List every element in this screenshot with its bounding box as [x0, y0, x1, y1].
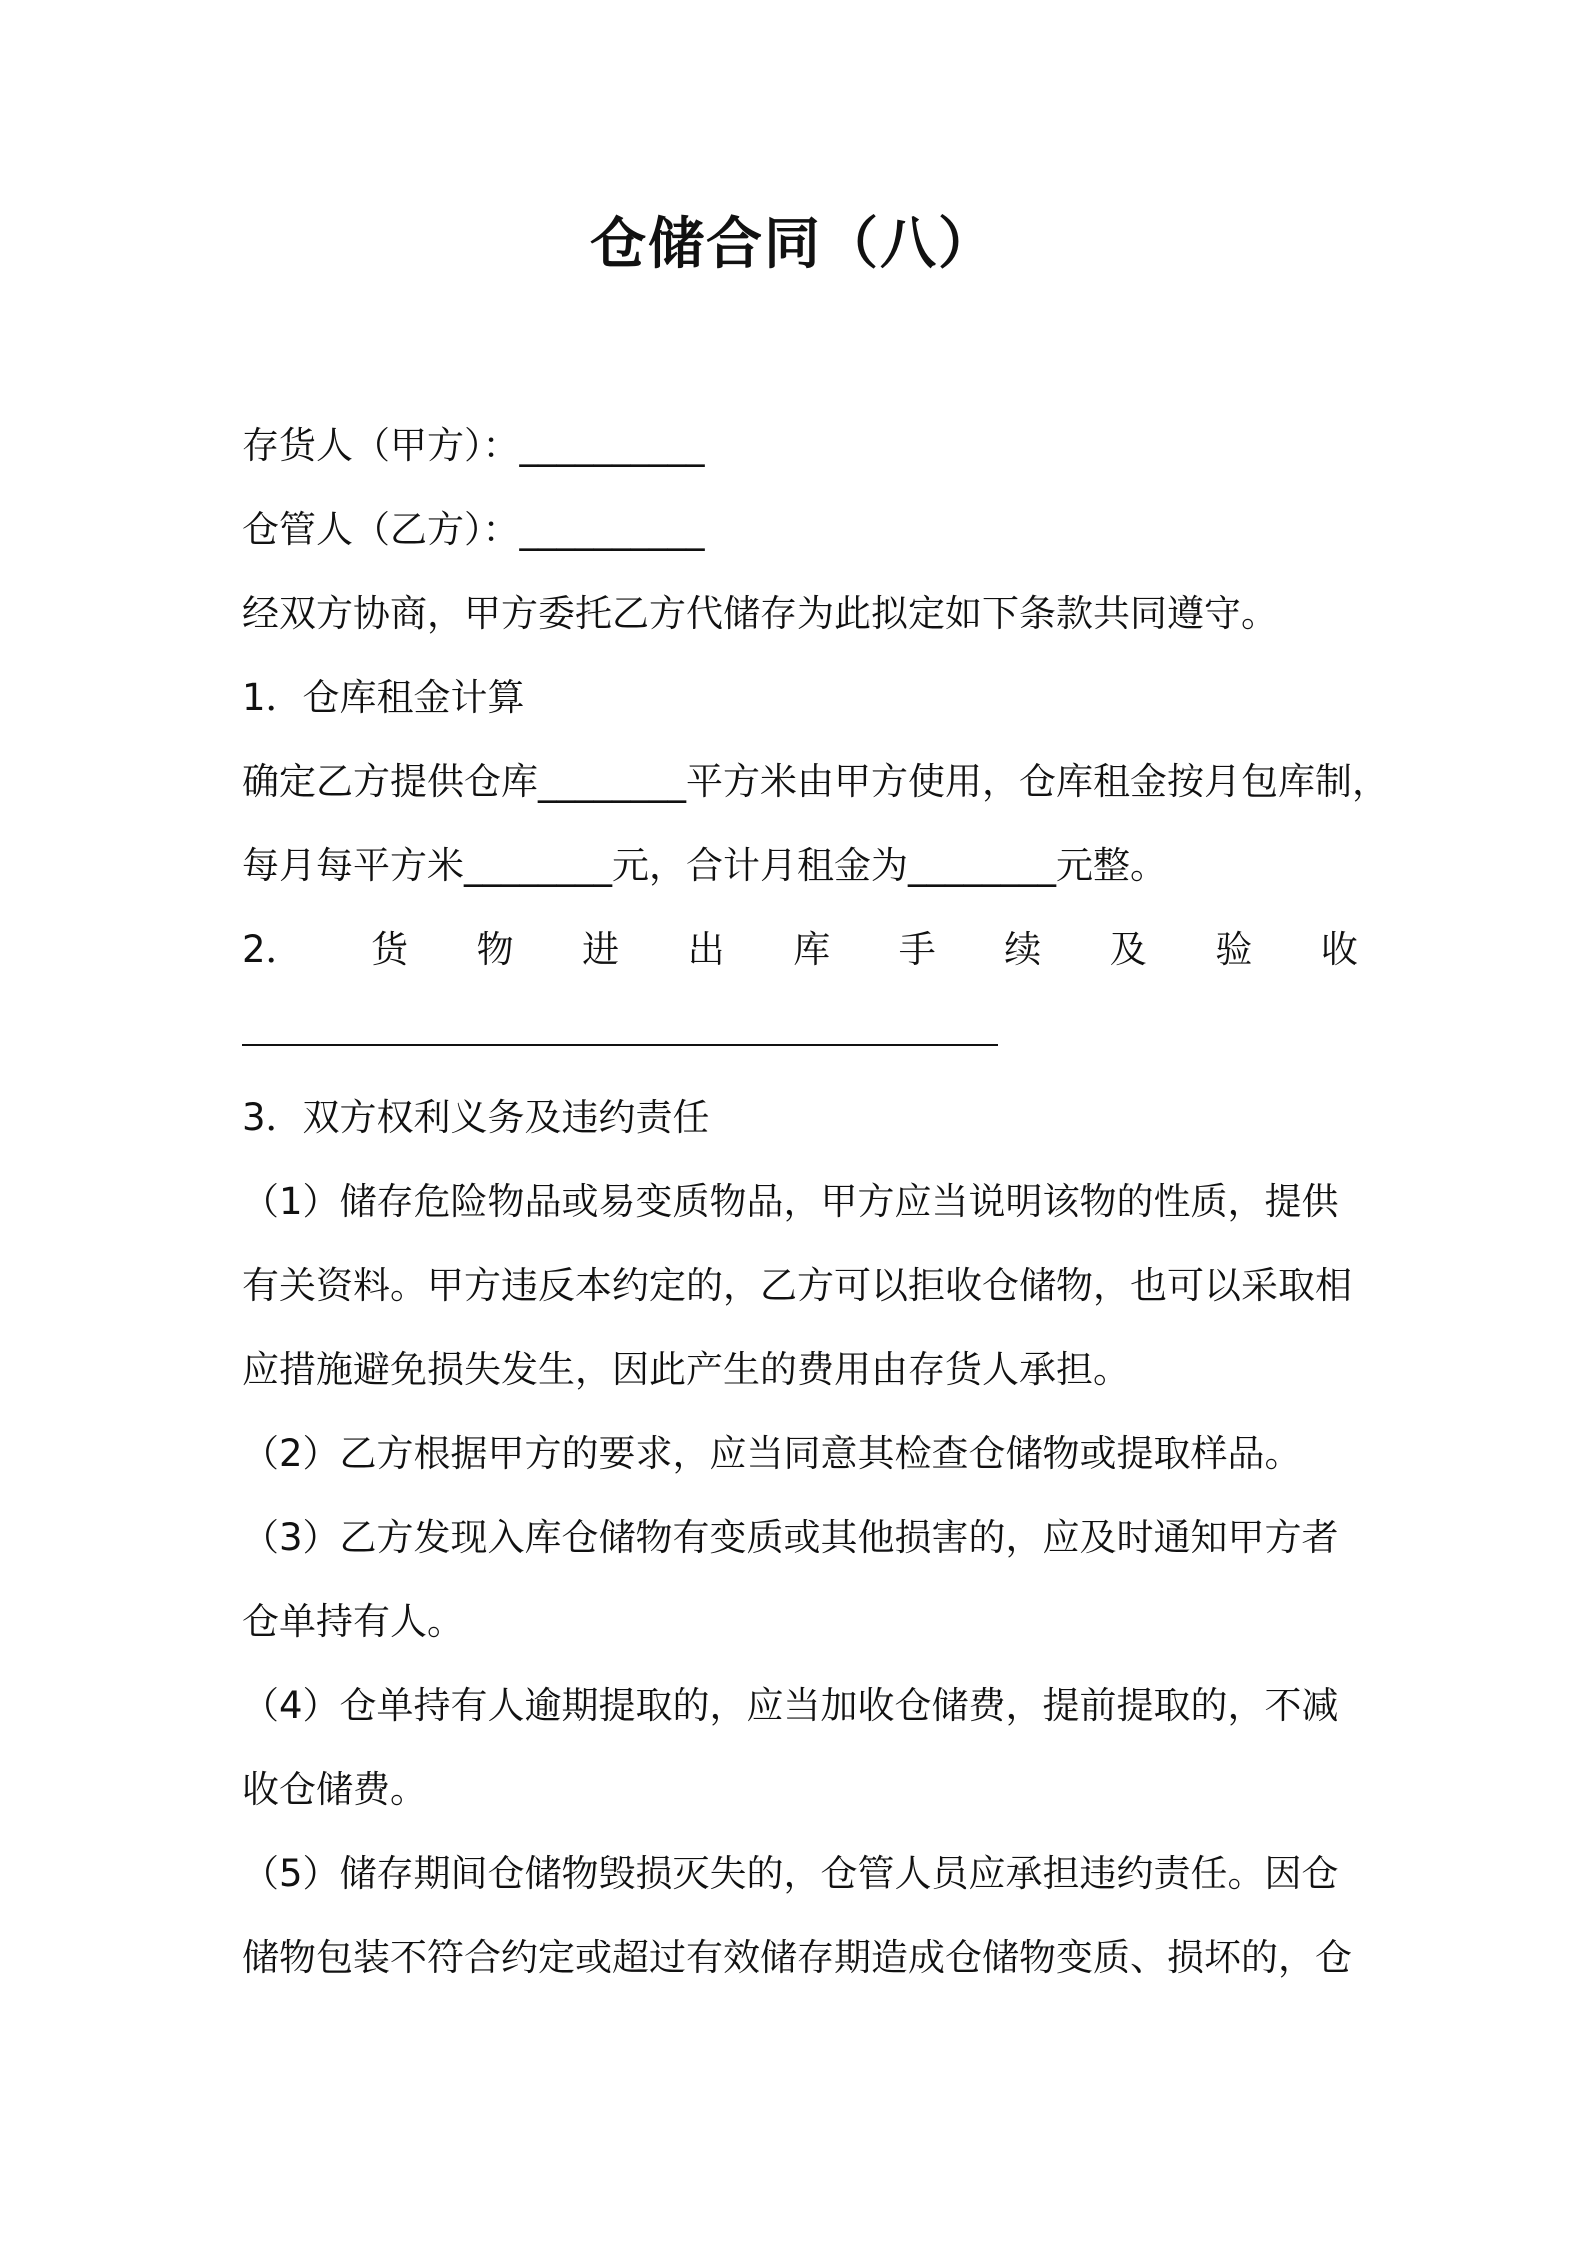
document-body	[242, 404, 1389, 2000]
section-2-char: 验	[1215, 928, 1253, 971]
clause-3-line-1: （3）乙方发现入库仓储物有变质或其他损害的，应及时通知甲方者	[242, 1516, 1339, 1559]
clause-4-line-1: （4）仓单持有人逾期提取的，应当加收仓储费，提前提取的，不减	[242, 1684, 1339, 1727]
section-1-heading: 1．仓库租金计算	[242, 676, 525, 719]
section-2-char: 货	[371, 928, 409, 971]
section-2-char: 出	[687, 928, 725, 971]
section-2-char: 进	[582, 928, 620, 971]
section-1-text-line-1: 确定乙方提供仓库________平方米由甲方使用，仓库租金按月包库制，	[242, 760, 1389, 803]
section-3-heading: 3．双方权利义务及违约责任	[242, 1096, 710, 1139]
document-title: 仓储合同（八）	[590, 212, 996, 277]
clause-1-line-1: （1）储存危险物品或易变质物品，甲方应当说明该物的性质，提供	[242, 1180, 1339, 1223]
section-1-text-line-2: 每月每平方米________元，合计月租金为________元整。	[242, 844, 1167, 887]
section-2-char: 及	[1109, 928, 1147, 971]
party-b-line: 仓管人（乙方）：__________	[242, 508, 705, 551]
clause-3-line-2: 仓单持有人。	[242, 1600, 464, 1643]
party-a-line: 存货人（甲方）：__________	[242, 424, 705, 467]
clause-4-line-2: 收仓储费。	[242, 1768, 427, 1811]
clause-1-line-3: 应措施避免损失发生，因此产生的费用由存货人承担。	[242, 1348, 1130, 1391]
section-2-char: 收	[1320, 928, 1358, 971]
clause-2-line-1: （2）乙方根据甲方的要求，应当同意其检查仓储物或提取样品。	[242, 1432, 1302, 1475]
blank-underline	[242, 1006, 998, 1046]
clause-5-line-2: 储物包装不符合约定或超过有效储存期造成仓储物变质、损坏的，仓	[242, 1936, 1352, 1979]
preamble-line: 经双方协商，甲方委托乙方代储存为此拟定如下条款共同遵守。	[242, 592, 1278, 635]
section-2-char: 手	[898, 928, 936, 971]
section-2-blank-line	[242, 992, 1358, 1076]
clause-1-line-2: 有关资料。甲方违反本约定的，乙方可以拒收仓储物，也可以采取相	[242, 1264, 1352, 1307]
section-2-char: 2．	[242, 928, 303, 971]
section-2-heading	[242, 908, 1358, 992]
clause-5-line-1: （5）储存期间仓储物毁损灭失的，仓管人员应承担违约责任。因仓	[242, 1852, 1339, 1895]
section-2-char: 续	[1004, 928, 1042, 971]
section-2-char: 物	[476, 928, 514, 971]
section-2-char: 库	[793, 928, 831, 971]
